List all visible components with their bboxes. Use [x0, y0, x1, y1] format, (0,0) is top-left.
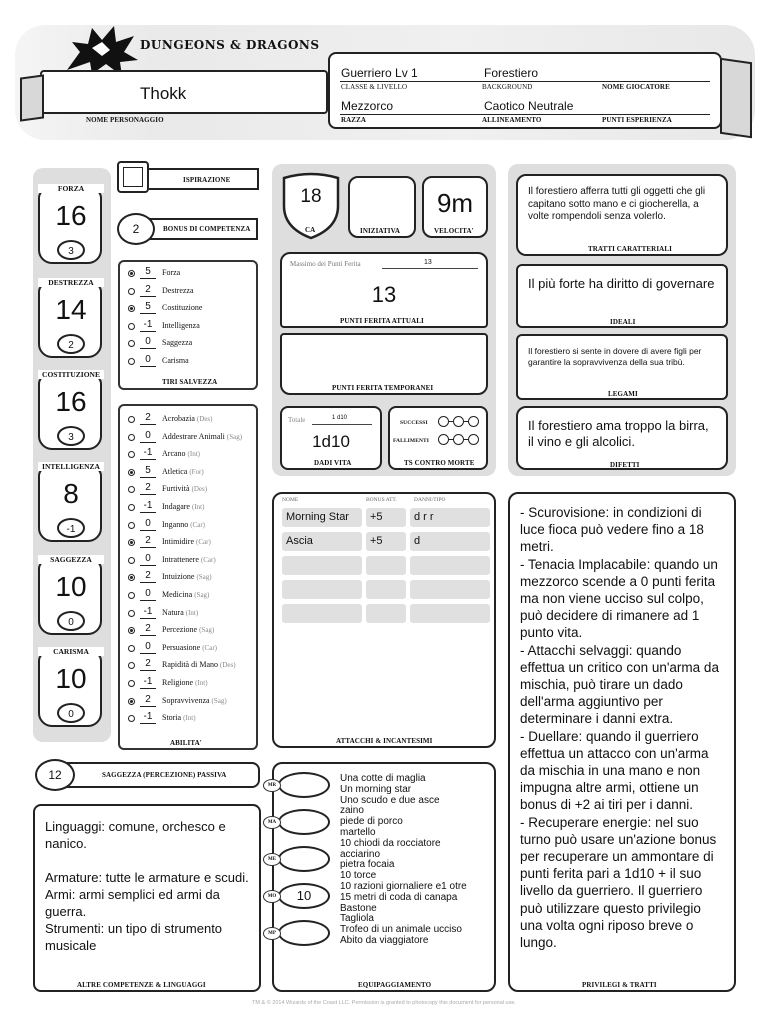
- character-name[interactable]: Thokk: [140, 84, 187, 103]
- armor-class-value[interactable]: 18: [300, 186, 322, 207]
- proficiency-dot[interactable]: [128, 592, 135, 599]
- skill-ability: (Int): [191, 503, 205, 511]
- coin-value[interactable]: [278, 809, 330, 835]
- skill-value[interactable]: 0: [140, 518, 156, 531]
- background-label: BACKGROUND: [482, 83, 533, 91]
- proficiency-dot[interactable]: [128, 451, 135, 458]
- attack-name[interactable]: [282, 604, 362, 623]
- ability-name: DESTREZZA: [38, 278, 104, 287]
- row1-underline: [340, 81, 710, 82]
- attack-damage[interactable]: d: [410, 532, 490, 551]
- skill-name: [162, 537, 211, 546]
- attack-damage[interactable]: [410, 556, 490, 575]
- proficiency-line: Armature: tutte le armature e scudi.: [45, 870, 249, 885]
- equipment-label: EQUIPAGGIAMENTO: [358, 981, 432, 989]
- skill-ability: (Car): [200, 555, 216, 564]
- coin-value[interactable]: [278, 772, 330, 798]
- skill-value[interactable]: 2: [140, 694, 156, 707]
- attack-name[interactable]: [282, 580, 362, 599]
- proficiency-dot[interactable]: [128, 645, 135, 652]
- skill-ability: (Car): [202, 643, 217, 652]
- skill-value[interactable]: 2: [140, 412, 156, 425]
- coin-label: MO: [263, 890, 281, 903]
- proficiency-dot[interactable]: [128, 557, 135, 564]
- proficiency-dot[interactable]: [128, 288, 135, 295]
- features-label: PRIVILEGI & TRATTI: [582, 981, 657, 989]
- hp-max-label: Massimo dei Punti Ferita: [290, 260, 361, 268]
- attack-header-damage: DANNI/TIPO: [414, 497, 446, 503]
- saving-throw-value[interactable]: 5: [140, 266, 156, 279]
- saving-throw-value[interactable]: 0: [140, 336, 156, 349]
- attack-bonus[interactable]: +5: [366, 508, 406, 527]
- ability-name: INTELLIGENZA: [38, 462, 104, 471]
- skill-name-text: Arcano: [162, 449, 186, 459]
- proficiency-dot[interactable]: [128, 680, 135, 687]
- death-saves-label: TS CONTRO MORTE: [404, 459, 475, 467]
- proficiency-label: BONUS DI COMPETENZA: [163, 225, 251, 233]
- skill-ability: (Car): [190, 520, 205, 529]
- hp-current-label: PUNTI FERITA ATTUALI: [340, 317, 424, 325]
- skill-value[interactable]: -1: [140, 500, 156, 513]
- death-success-circle[interactable]: [468, 416, 479, 427]
- features-text[interactable]: - Scurovisione: in condizioni di luce fioca può vedere fino a 18 metri. - Tenacia Implacabile: quando un mezzorco scende a 0 punti ferita ma non viene ucciso sul colpo, può decidere di rimanere ad 1 punto vita. - Attacchi selvaggi: quando effettua un critico con un'arma da mischia, può tirare un dado dell'arma aggiuntivo per determinare i danni extra. - Duellare: quando il guerriero effettua un attacco con un'arma da mischia in una mano e non impugna altre armi, ottiene un bonus di +2 ai tiri per i danni. - Recuperare energie: nel suo turno può usare un'azione bonus per recuperare un ammontare di punti ferita pari a 1d10 + il suo livello da guerriero. Il guerriero può utilizzare questo privilegio una volta ogni riposo breve o lungo.: [520, 505, 719, 951]
- ability-modifier[interactable]: 3: [57, 426, 85, 446]
- hit-dice-label: DADI VITA: [314, 459, 352, 467]
- skill-value[interactable]: -1: [140, 676, 156, 689]
- ability-score[interactable]: 16: [55, 200, 87, 231]
- ability-intelligence: [38, 462, 104, 544]
- skill-name-text: Inganno: [162, 519, 189, 529]
- equipment-list[interactable]: [340, 774, 496, 947]
- class-level-label: CLASSE & LIVELLO: [341, 83, 408, 91]
- skill-ability: (Int): [185, 608, 199, 617]
- attack-damage[interactable]: [410, 580, 490, 599]
- traits-box: [516, 174, 728, 256]
- coin-label: MP: [263, 927, 281, 940]
- logo-text: DUNGEONS & DRAGONS: [140, 38, 320, 52]
- proficiency-dot[interactable]: [128, 340, 135, 347]
- ability-score[interactable]: 16: [55, 386, 87, 417]
- character-name-underline: [52, 112, 302, 113]
- skill-value[interactable]: -1: [140, 711, 156, 724]
- saving-throw-name: Saggezza: [162, 338, 193, 347]
- footer-copyright: TM & © 2014 Wizards of the Coast LLC. Permission is granted to photocopy this document for personal use.: [252, 1000, 516, 1006]
- skill-value[interactable]: 2: [140, 482, 156, 495]
- coin-value[interactable]: [278, 920, 330, 946]
- skill-ability: (Sag): [196, 573, 212, 582]
- death-success-label: SUCCESSI: [400, 420, 428, 426]
- attack-header-name: NOME: [282, 497, 299, 503]
- saving-throw-name: Carisma: [162, 355, 189, 365]
- character-name-label: NOME PERSONAGGIO: [86, 116, 164, 124]
- proficiency-dot[interactable]: [128, 698, 135, 705]
- proficiency-dot[interactable]: [128, 539, 135, 546]
- equipment-item: Una cotte di maglia: [340, 773, 426, 784]
- attack-damage[interactable]: [410, 604, 490, 623]
- death-success-circle[interactable]: [453, 416, 464, 427]
- skill-name: [162, 713, 196, 722]
- ability-modifier[interactable]: 0: [57, 611, 85, 631]
- proficiency-dot[interactable]: [128, 662, 135, 669]
- coin-label: MR: [263, 779, 281, 792]
- traits-text[interactable]: Il forestiero afferra tutti gli oggetti che gli capitano sotto mano e ci giocherella, a volte rompendoli senza volerlo.: [528, 186, 706, 222]
- proficiency-dot[interactable]: [128, 323, 135, 330]
- ability-score[interactable]: 14: [55, 294, 87, 325]
- speed-label: VELOCITA': [434, 227, 474, 235]
- hit-dice-box: [280, 406, 382, 470]
- coin-value[interactable]: [278, 846, 330, 872]
- ideals-label: IDEALI: [610, 318, 636, 326]
- saving-throw-value[interactable]: -1: [140, 319, 156, 332]
- coin-value[interactable]: 10: [278, 883, 330, 909]
- ability-constitution: [38, 370, 104, 452]
- skill-value[interactable]: 0: [140, 641, 156, 654]
- attacks-label: ATTACCHI & INCANTESIMI: [336, 737, 433, 745]
- proficiencies-box: [33, 804, 261, 992]
- equipment-item: Bastone: [340, 902, 377, 914]
- skill-name-text: Persuasione: [162, 642, 201, 652]
- skill-name: [162, 520, 205, 529]
- speed-box: [422, 176, 488, 238]
- death-saves-box: [388, 406, 488, 470]
- passive-perception-value[interactable]: 12: [35, 759, 75, 791]
- proficiency-line: Linguaggi: comune, orchesco e nanico.: [45, 819, 226, 851]
- hit-dice-total-label: Totale: [288, 416, 306, 424]
- skill-ability: (For): [189, 467, 204, 476]
- ability-modifier[interactable]: 0: [57, 703, 85, 723]
- attack-header-bonus: BONUS ATT.: [366, 497, 397, 503]
- equipment-item: acciarino: [340, 848, 381, 860]
- skill-name: [162, 572, 212, 581]
- skill-value[interactable]: 2: [140, 658, 156, 671]
- skill-name-text: Storia: [162, 713, 182, 723]
- death-fail-label: FALLIMENTI: [393, 438, 430, 444]
- initiative-box: [348, 176, 416, 238]
- ability-name: CARISMA: [38, 647, 104, 656]
- race-value[interactable]: Mezzorco: [341, 99, 394, 113]
- equipment-item: Abito da viaggiatore: [340, 934, 429, 946]
- equipment-item: Uno scudo e due asce: [340, 794, 440, 806]
- equipment-item: Tagliola: [340, 913, 374, 925]
- proficiency-line: [45, 852, 253, 869]
- skill-name-text: Addestrare Animali: [162, 431, 225, 441]
- skill-ability: (Sag): [194, 591, 210, 599]
- skill-name: [162, 432, 242, 441]
- proficiency-dot[interactable]: [128, 486, 135, 493]
- ability-strength: [38, 184, 104, 266]
- skill-name: [162, 502, 204, 511]
- row2-underline: [340, 114, 710, 115]
- skill-name-text: Rapidità di Mano: [162, 660, 218, 670]
- ability-score[interactable]: 10: [55, 663, 87, 694]
- equipment-item: 10 chiodi da rocciatore: [340, 837, 441, 849]
- skill-name: [162, 608, 198, 617]
- proficiency-dot[interactable]: [128, 469, 135, 476]
- saving-throw-value[interactable]: 5: [140, 301, 156, 314]
- skill-name: [162, 449, 200, 458]
- proficiency-dot[interactable]: [128, 627, 135, 634]
- armor-class-label: CA: [305, 226, 316, 234]
- ability-wisdom: [38, 555, 104, 637]
- hp-current-box: [280, 252, 488, 328]
- skill-name: [162, 678, 208, 687]
- proficiency-dot[interactable]: [128, 715, 135, 722]
- proficiency-dot[interactable]: [128, 574, 135, 581]
- skill-name: [162, 660, 236, 669]
- equipment-item: Trofeo di un animale ucciso: [340, 924, 462, 936]
- skill-name: [162, 467, 204, 476]
- hp-current-value[interactable]: 13: [371, 282, 397, 307]
- ability-dexterity: [38, 278, 104, 360]
- skills-box: [118, 404, 258, 750]
- saving-throw-value[interactable]: 0: [140, 354, 156, 367]
- skill-name-text: Percezione: [162, 625, 198, 635]
- skill-ability: (Int): [195, 679, 208, 687]
- ability-modifier[interactable]: 3: [57, 240, 85, 260]
- passive-perception-label: SAGGEZZA (PERCEZIONE) PASSIVA: [102, 771, 227, 779]
- skill-name-text: Indagare: [162, 502, 190, 511]
- skill-name-text: Intuizione: [162, 572, 195, 582]
- skill-name: [162, 484, 207, 493]
- death-fail-circle[interactable]: [453, 434, 464, 445]
- attack-bonus[interactable]: +5: [366, 532, 406, 551]
- traits-label: TRATTI CARATTERIALI: [588, 245, 672, 253]
- hp-temp-value[interactable]: [282, 345, 486, 375]
- attack-name[interactable]: [282, 556, 362, 575]
- race-label: RAZZA: [341, 116, 367, 124]
- death-fail-circle[interactable]: [438, 434, 449, 445]
- player-name-label: NOME GIOCATORE: [602, 83, 670, 91]
- features-box: [508, 492, 736, 992]
- proficiency-dot[interactable]: [128, 522, 135, 529]
- equipment-item: pietra focaia: [340, 859, 395, 871]
- skill-value[interactable]: -1: [140, 447, 156, 460]
- death-success-circle[interactable]: [438, 416, 449, 427]
- skill-name-text: Religione: [162, 678, 194, 687]
- inspiration-box-inner: [123, 167, 143, 187]
- skill-value[interactable]: 2: [140, 570, 156, 583]
- ideals-box: [516, 264, 728, 328]
- hp-max-value[interactable]: 13: [424, 259, 432, 266]
- skill-name-text: Natura: [162, 607, 184, 617]
- skill-name-text: Medicina: [162, 590, 193, 599]
- skill-name-text: Furtività: [162, 484, 190, 494]
- skill-ability: (Des): [191, 485, 208, 494]
- death-fail-circle[interactable]: [468, 434, 479, 445]
- flaws-text[interactable]: Il forestiero ama troppo la birra, il vino e gli alcolici.: [528, 418, 709, 449]
- proficiency-line: Armi: armi semplici ed armi da guerra.: [45, 887, 220, 919]
- hit-dice-total-underline: [312, 424, 372, 425]
- background-value[interactable]: Forestiero: [484, 66, 539, 80]
- equipment-item: 10 torce: [340, 870, 377, 882]
- ability-name: COSTITUZIONE: [38, 370, 104, 379]
- skill-value[interactable]: 0: [140, 553, 156, 566]
- alignment-value[interactable]: Caotico Neutrale: [484, 99, 574, 113]
- skill-name: [162, 555, 216, 564]
- saving-throw-value[interactable]: 2: [140, 284, 156, 297]
- attack-damage[interactable]: d r r: [410, 508, 490, 527]
- equipment-item: martello: [340, 826, 376, 838]
- attack-bonus[interactable]: [366, 604, 406, 623]
- ability-score[interactable]: 8: [63, 478, 79, 509]
- ideals-text[interactable]: Il più forte ha diritto di governare: [528, 276, 715, 291]
- bonds-label: LEGAMI: [608, 390, 638, 398]
- saving-throw-name: Intelligenza: [162, 320, 200, 330]
- skill-name-text: Intrattenere: [162, 554, 199, 564]
- equipment-item: Un morning star: [340, 783, 412, 795]
- equipment-item: piede di porco: [340, 816, 403, 828]
- inspiration-checkbox[interactable]: [117, 161, 149, 193]
- saving-throws-label: TIRI SALVEZZA: [162, 378, 218, 386]
- ability-name: FORZA: [38, 184, 104, 193]
- skill-name-text: Atletica: [162, 466, 188, 476]
- saving-throws-box: [118, 260, 258, 390]
- alignment-label: ALLINEAMENTO: [482, 116, 542, 124]
- equipment-item: 10 razioni giornaliere e1 otre: [340, 880, 467, 892]
- hp-temp-box: [280, 333, 488, 395]
- attack-name[interactable]: Ascia: [282, 532, 362, 551]
- equipment-item: 15 metri di coda di canapa: [340, 891, 458, 903]
- skill-ability: (Car): [196, 538, 211, 547]
- proficiency-dot[interactable]: [128, 434, 135, 441]
- skill-name-text: Acrobazia: [162, 414, 195, 423]
- flaws-box: [516, 406, 728, 470]
- initiative-label: INIZIATIVA: [360, 227, 401, 235]
- skills-label: ABILITA': [170, 739, 202, 747]
- skill-ability: (Sag): [226, 432, 243, 441]
- inspiration-label: ISPIRAZIONE: [183, 176, 231, 184]
- skill-value[interactable]: 2: [140, 535, 156, 548]
- proficiency-dot[interactable]: [128, 270, 135, 277]
- skill-ability: (Sag): [211, 696, 227, 705]
- skill-ability: (Des): [220, 661, 236, 670]
- proficiencies-text[interactable]: [45, 818, 253, 954]
- ability-score[interactable]: 10: [55, 571, 87, 602]
- equipment-item: zaino: [340, 805, 364, 817]
- ability-modifier[interactable]: -1: [57, 518, 85, 538]
- skill-value[interactable]: 0: [140, 430, 156, 443]
- saving-throw-name: Destrezza: [162, 285, 194, 295]
- attack-bonus[interactable]: [366, 556, 406, 575]
- saving-throw-name: Costituzione: [162, 303, 203, 312]
- coin-label: MA: [263, 816, 281, 829]
- skill-value[interactable]: 0: [140, 588, 156, 601]
- skill-ability: (Int): [187, 450, 200, 459]
- attack-bonus[interactable]: [366, 580, 406, 599]
- proficiencies-label: ALTRE COMPETENZE & LINGUAGGI: [77, 981, 206, 989]
- skill-ability: (Int): [183, 714, 196, 723]
- skill-name: [162, 590, 209, 599]
- hit-dice-value[interactable]: 1d10: [312, 432, 350, 451]
- saving-throw-name: Forza: [162, 268, 181, 277]
- skill-ability: (Des): [196, 415, 213, 423]
- skill-name: [162, 696, 227, 705]
- skill-value[interactable]: -1: [140, 606, 156, 619]
- skill-name-text: Sopravvivenza: [162, 695, 210, 705]
- class-level-value[interactable]: Guerriero Lv 1: [341, 66, 418, 80]
- hp-temp-label: PUNTI FERITA TEMPORANEI: [332, 384, 434, 392]
- proficiency-dot[interactable]: [128, 416, 135, 423]
- ability-modifier[interactable]: 2: [57, 334, 85, 354]
- skill-name: [162, 643, 217, 652]
- skill-name-text: Intimidire: [162, 537, 194, 547]
- proficiency-dot[interactable]: [128, 305, 135, 312]
- coin-label: ME: [263, 853, 281, 866]
- hit-dice-total-value[interactable]: 1 d10: [332, 415, 348, 421]
- skill-value[interactable]: 2: [140, 623, 156, 636]
- proficiency-dot[interactable]: [128, 504, 135, 511]
- bonds-text[interactable]: Il forestiero si sente in dovere di avere figli per garantire la sopravvivenza della sua tribù.: [528, 346, 702, 367]
- info-box-tail: [720, 58, 752, 138]
- attack-name[interactable]: Morning Star: [282, 508, 362, 527]
- skill-name: [162, 414, 212, 423]
- name-banner-tail-left: [20, 74, 44, 121]
- proficiency-line: Strumenti: un tipo di strumento musicale: [45, 921, 223, 953]
- proficiency-dot[interactable]: [128, 358, 135, 365]
- speed-value[interactable]: 9m: [436, 188, 474, 218]
- skill-value[interactable]: 5: [140, 465, 156, 478]
- proficiency-circle[interactable]: 2: [117, 213, 155, 245]
- skill-name: [162, 625, 214, 634]
- ability-name: SAGGEZZA: [38, 555, 104, 564]
- skill-ability: (Sag): [199, 626, 215, 635]
- flaws-label: DIFETTI: [610, 461, 640, 469]
- experience-label: PUNTI ESPERIENZA: [602, 116, 672, 124]
- bonds-box: [516, 334, 728, 400]
- attacks-box: [272, 492, 496, 748]
- proficiency-dot[interactable]: [128, 610, 135, 617]
- ability-charisma: [38, 647, 104, 729]
- hp-max-underline: [382, 268, 478, 269]
